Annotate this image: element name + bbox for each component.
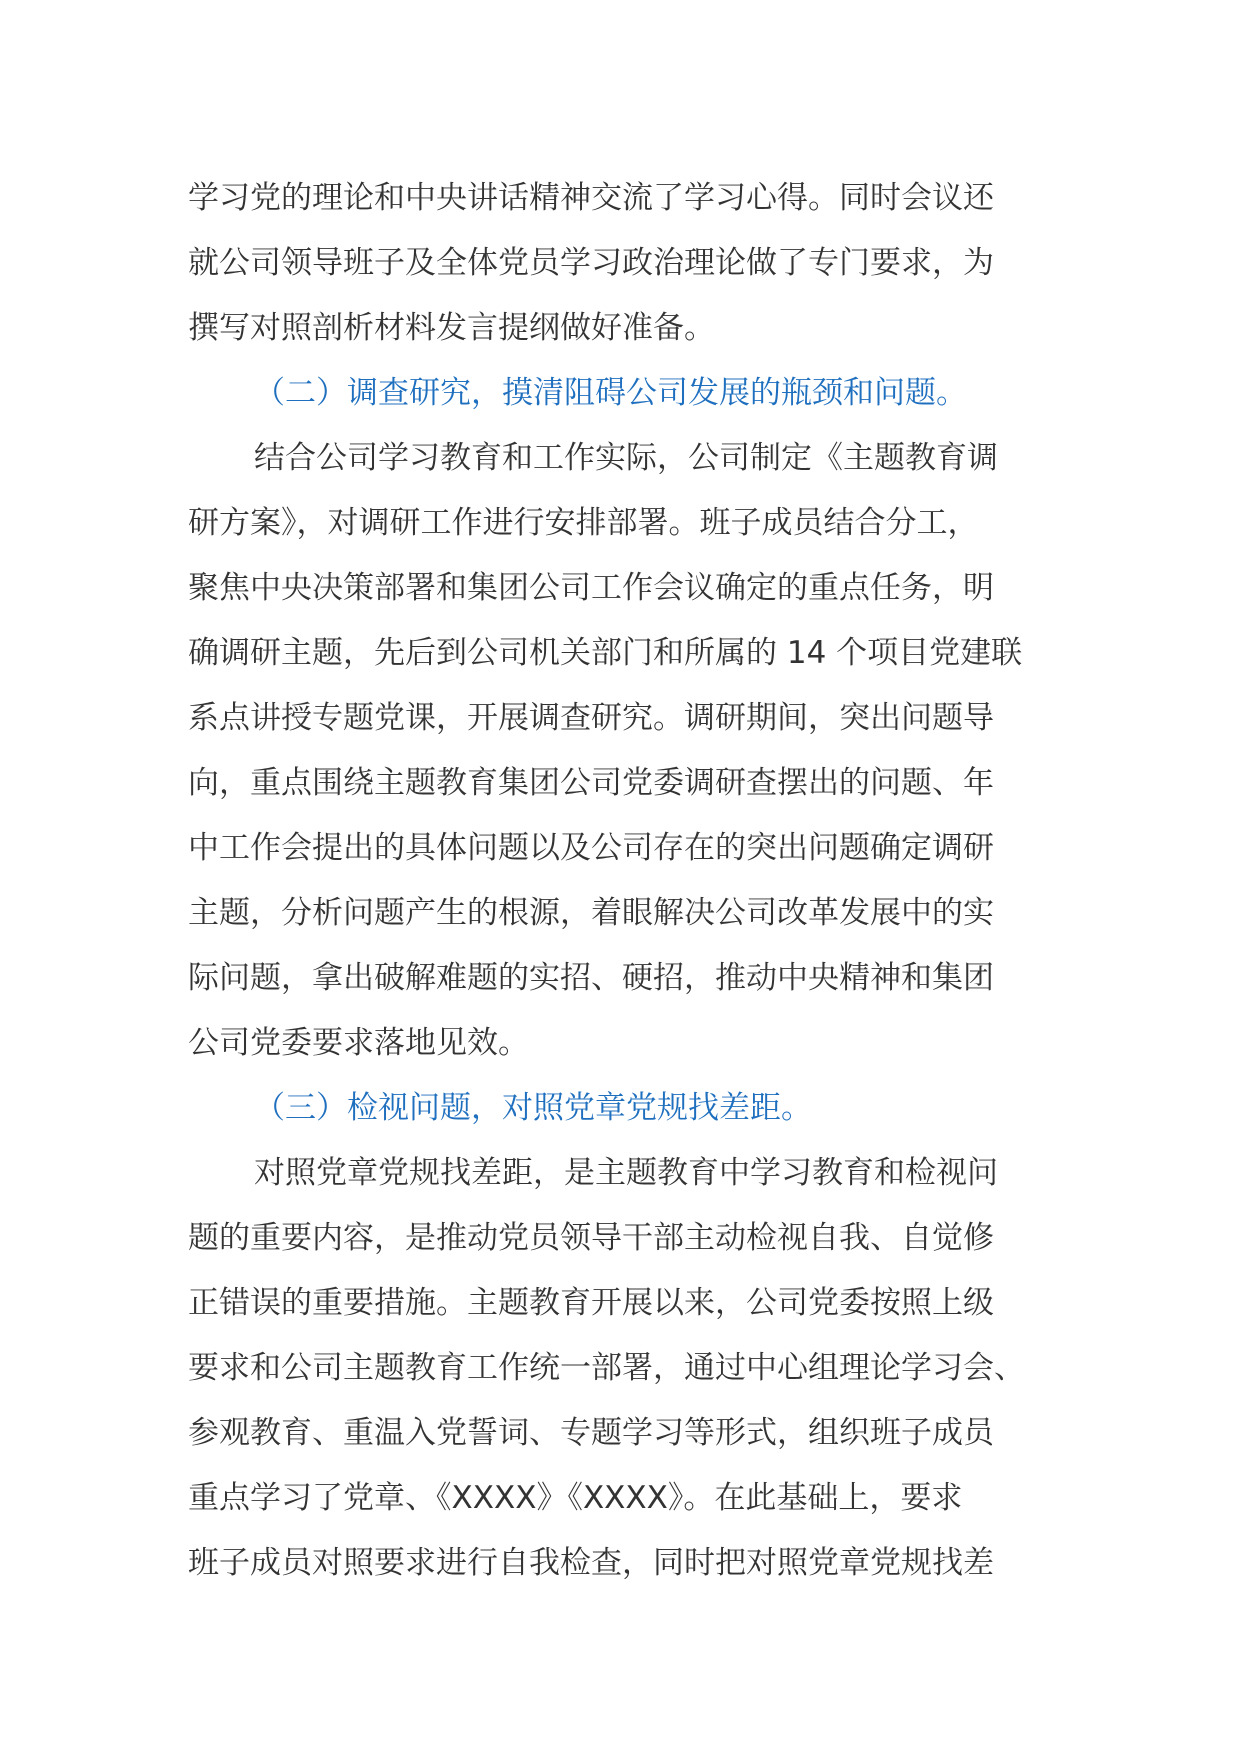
paragraph-line: 参观教育、重温入党誓词、专题学习等形式，组织班子成员 <box>188 1415 994 1451</box>
paragraph-line: 对照党章党规找差距，是主题教育中学习教育和检视问 <box>254 1155 998 1191</box>
section-heading-3: （三）检视问题，对照党章党规找差距。 <box>254 1090 812 1126</box>
paragraph-line: 中工作会提出的具体问题以及公司存在的突出问题确定调研 <box>188 830 994 866</box>
section-heading-2: （二）调查研究，摸清阻碍公司发展的瓶颈和问题。 <box>254 375 967 411</box>
paragraph-line: 结合公司学习教育和工作实际，公司制定《主题教育调 <box>254 440 998 476</box>
document-body <box>188 166 1058 1596</box>
paragraph-line: 公司党委要求落地见效。 <box>188 1025 529 1061</box>
paragraph-line: 题的重要内容，是推动党员领导干部主动检视自我、自觉修 <box>188 1220 994 1256</box>
paragraph-line: 就公司领导班子及全体党员学习政治理论做了专门要求，为 <box>188 245 994 281</box>
paragraph-line: 主题，分析问题产生的根源，着眼解决公司改革发展中的实 <box>188 895 994 931</box>
paragraph-line: 研方案》，对调研工作进行安排部署。班子成员结合分工， <box>188 505 979 541</box>
paragraph-line: 学习党的理论和中央讲话精神交流了学习心得。同时会议还 <box>188 180 994 216</box>
paragraph-line: 确调研主题，先后到公司机关部门和所属的 14 个项目党建联 <box>188 635 1023 671</box>
paragraph-line: 重点学习了党章、《XXXX》《XXXX》。在此基础上，要求 <box>188 1480 963 1516</box>
paragraph-line: 撰写对照剖析材料发言提纲做好准备。 <box>188 310 715 346</box>
paragraph-line: 正错误的重要措施。主题教育开展以来，公司党委按照上级 <box>188 1285 994 1321</box>
paragraph-line: 班子成员对照要求进行自我检查，同时把对照党章党规找差 <box>188 1545 994 1581</box>
paragraph-line: 要求和公司主题教育工作统一部署，通过中心组理论学习会、 <box>188 1350 1025 1386</box>
paragraph-line: 际问题，拿出破解难题的实招、硬招，推动中央精神和集团 <box>188 960 994 996</box>
paragraph-line: 系点讲授专题党课，开展调查研究。调研期间，突出问题导 <box>188 700 994 736</box>
paragraph-line: 聚焦中央决策部署和集团公司工作会议确定的重点任务，明 <box>188 570 994 606</box>
paragraph-line: 向，重点围绕主题教育集团公司党委调研查摆出的问题、年 <box>188 765 994 801</box>
